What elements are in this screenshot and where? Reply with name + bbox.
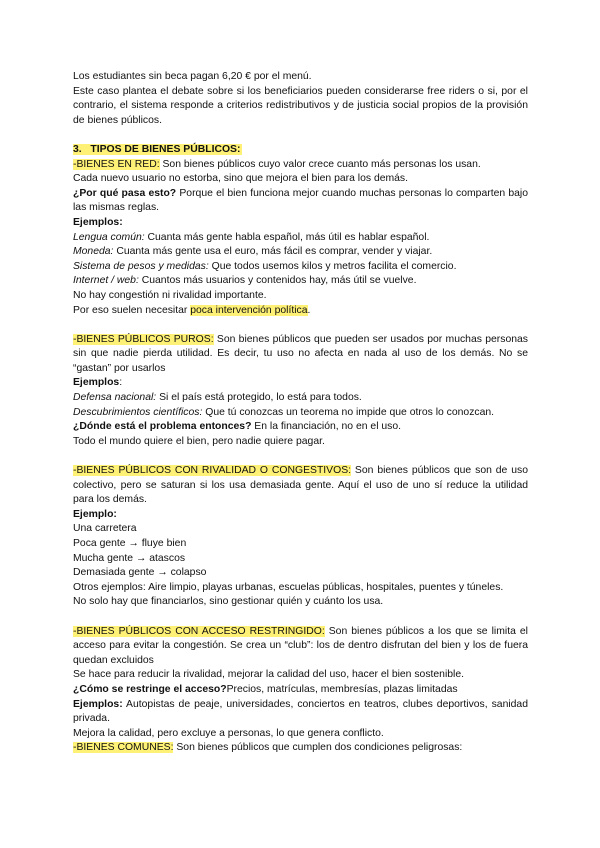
restringido-line-2: Se hace para reducir la rivalidad, mejorar la calidad del uso, hacer el bien sostenible. <box>73 669 465 681</box>
rival-definition <box>73 464 528 508</box>
red-line-intervencion: Por eso suelen necesitar poca intervención política. <box>73 304 311 316</box>
intro-paragraph-2: Este caso plantea el debate sobre si los beneficiarios pueden considerarse free riders o si, por el contrario, el sistema responde a criterios redistributivos y de justicia social propios de la provisión de bienes públicos. <box>73 85 528 126</box>
red-example-moneda: Moneda: Cuanta más gente usa el euro, más fácil es comprar, vender y viajar. <box>73 246 433 258</box>
restringido-desc: Son bienes públicos a los que se limita el acceso para evitar la congestión. Se crea un “club”: los de dentro disfrutan del bien y los de fuera quedan excluidos <box>73 625 528 666</box>
rival-desc: Son bienes públicos que son de uso colectivo, pero se saturan si los usa demasiada gente. Aquí el uso de uno sí reduce la utilidad para los demás. <box>73 465 528 506</box>
section-heading <box>73 143 528 158</box>
red-question-label: ¿Por qué pasa esto? <box>73 187 177 199</box>
intro-paragraph-1: Los estudiantes sin beca pagan 6,20 € por el menú. <box>73 71 312 82</box>
red-question-text: Porque el bien funciona mejor cuando muchas personas lo comparten bajo las mismas reglas. <box>73 187 528 214</box>
restringido-label: -BIENES PÚBLICOS CON ACCESO RESTRINGIDO: <box>73 625 325 637</box>
red-example-pesos: Sistema de pesos y medidas: Que todos usemos kilos y metros facilita el comercio. <box>73 260 457 272</box>
comunes-label: -BIENES COMUNES: <box>73 742 174 754</box>
comunes-definition <box>73 741 528 756</box>
red-desc: Son bienes públicos cuyo valor crece cuanto más personas los usan. <box>159 158 481 170</box>
puros-question: ¿Dónde está el problema entonces? En la financiación, no en el uso. <box>73 421 402 433</box>
restringido-examples: Ejemplos: Autopistas de peaje, universidades, conciertos en teatros, clubes deportivos, sanidad privada. <box>73 698 528 725</box>
puros-label: -BIENES PÚBLICOS PUROS: <box>73 333 214 345</box>
rival-label: -BIENES PÚBLICOS CON RIVALIDAD O CONGESTIVOS: <box>73 465 352 477</box>
document-body <box>73 70 528 756</box>
section-title: TIPOS DE BIENES PÚBLICOS: <box>90 143 241 155</box>
section-heading-highlight <box>73 144 242 155</box>
comunes-desc: Son bienes públicos que cumplen dos condiciones peligrosas: <box>173 742 463 754</box>
rival-example-heading: Ejemplo: <box>73 508 117 520</box>
rival-line-demasiada: Demasiada gente → colapso <box>73 567 207 579</box>
red-question <box>73 187 528 216</box>
restringido-question: ¿Cómo se restringe el acceso?Precios, matrículas, membresías, plazas limitadas <box>73 683 458 695</box>
puros-example-descubrimientos: Descubrimientos científicos: Que tú conozcas un teorema no impide que otros lo conozcan. <box>73 406 495 418</box>
red-definition <box>73 158 528 173</box>
red-label: -BIENES EN RED: <box>73 158 160 170</box>
section-number: 3. <box>73 143 82 155</box>
red-line-2: Cada nuevo usuario no estorba, sino que mejora el bien para los demás. <box>73 173 409 185</box>
red-line-congestion: No hay congestión ni rivalidad importante. <box>73 289 267 301</box>
red-example-lengua: Lengua común: Cuanta más gente habla español, más útil es hablar español. <box>73 231 430 243</box>
puros-definition <box>73 333 528 377</box>
rival-line-carretera: Una carretera <box>73 523 137 535</box>
puros-examples-heading: Ejemplos: <box>73 377 123 389</box>
red-example-internet: Internet / web: Cuantos más usuarios y contenidos hay, más útil se vuelve. <box>73 275 417 287</box>
restringido-line-last: Mejora la calidad, pero excluye a personas, lo que genera conflicto. <box>73 727 384 739</box>
restringido-definition <box>73 625 528 669</box>
rival-line-mucha: Mucha gente → atascos <box>73 552 186 564</box>
puros-line-last: Todo el mundo quiere el bien, pero nadie quiere pagar. <box>73 435 325 447</box>
red-examples-heading: Ejemplos: <box>73 216 123 228</box>
rival-line-poca: Poca gente → fluye bien <box>73 538 187 549</box>
puros-desc: Son bienes públicos que pueden ser usados por muchas personas sin que nadie pierda utilidad. Es decir, tu uso no afecta en nada al uso de los demás. No se “gastan” por usarlos <box>73 333 528 374</box>
rival-other-examples: Otros ejemplos: Aire limpio, playas urbanas, escuelas públicas, hospitales, puentes y túneles. <box>73 581 504 593</box>
red-highlight-intervencion: poca intervención política <box>190 304 308 316</box>
rival-line-last: No solo hay que financiarlos, sino gestionar quién y cuánto los usa. <box>73 596 384 608</box>
puros-example-defensa: Defensa nacional: Si el país está protegido, lo está para todos. <box>73 392 362 404</box>
